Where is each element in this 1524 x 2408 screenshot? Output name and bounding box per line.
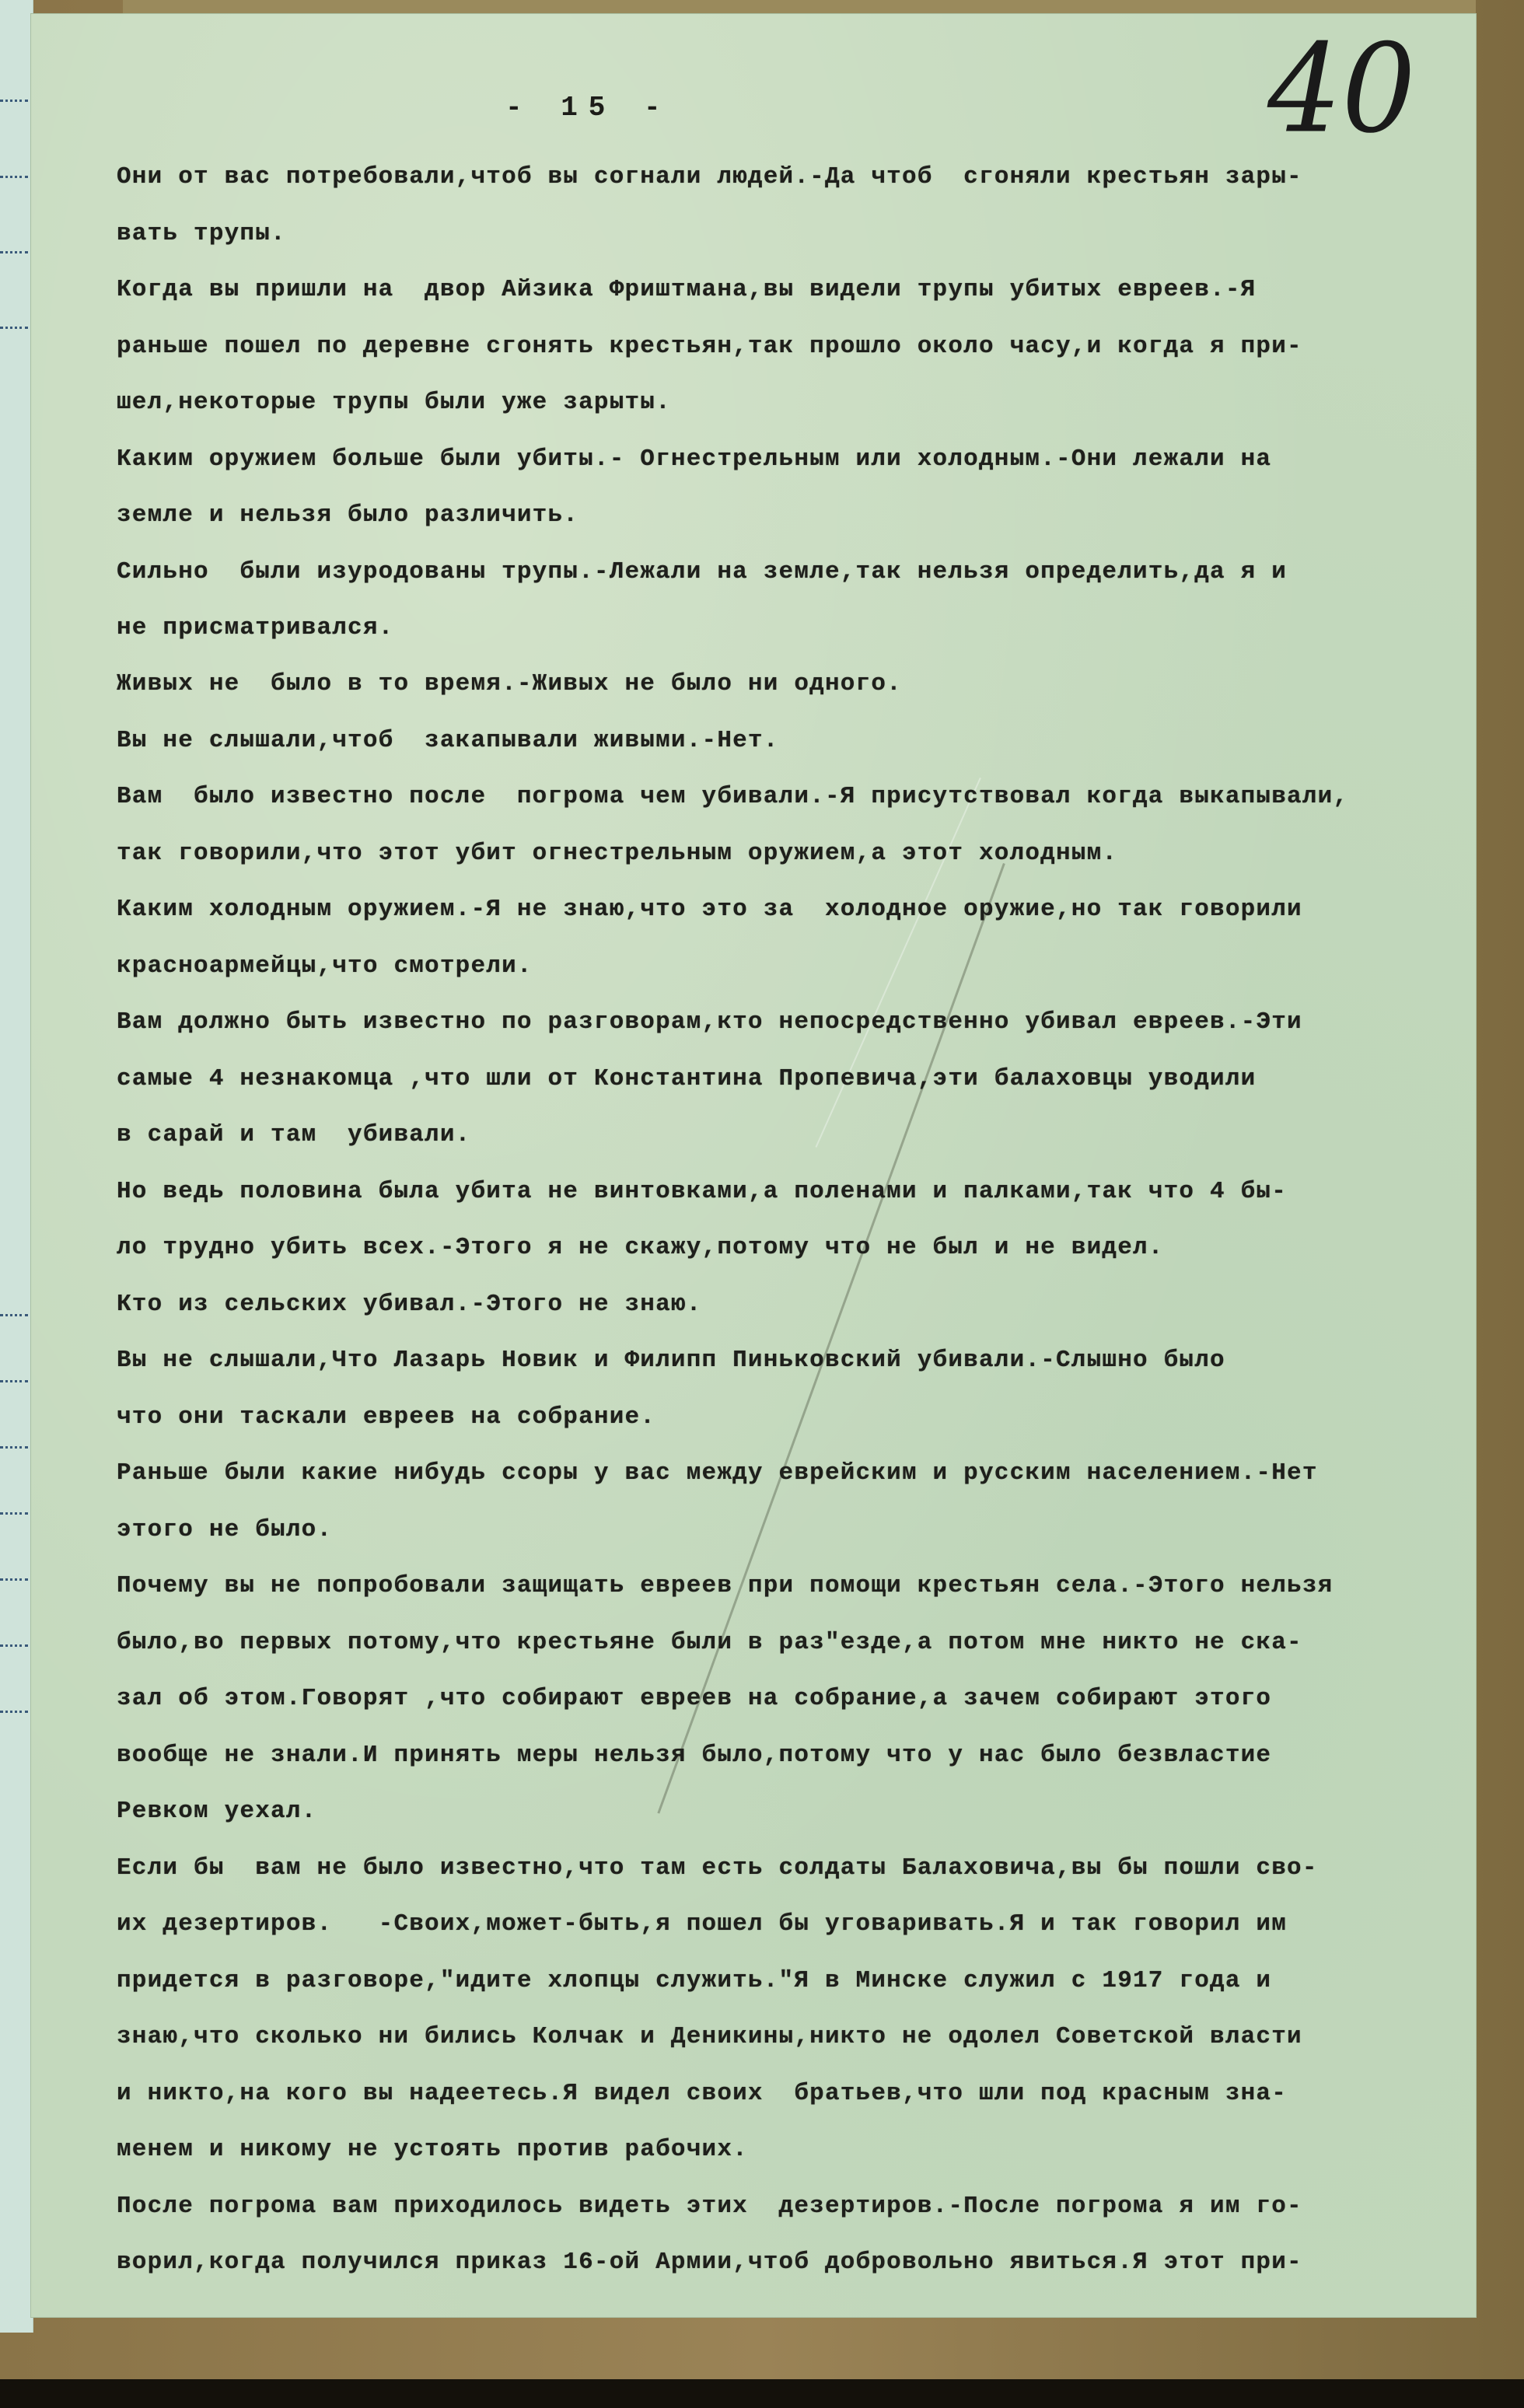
text-line: вообще не знали.И принять меры нельзя было,потому что у нас было безвластие: [117, 1742, 1272, 1769]
text-line: и никто,на кого вы надеетесь.Я видел своих братьев,что шли под красным зна-: [117, 2080, 1288, 2107]
text-line: Каким холодным оружием.-Я не знаю,что это за холодное оружие,но так говорили: [117, 896, 1302, 923]
text-line: Но ведь половина была убита не винтовками,а поленами и палками,так что 4 бы-: [117, 1178, 1288, 1205]
ruled-line: [0, 1380, 28, 1382]
text-line: Вы не слышали,чтоб закапывали живыми.-Нет.: [117, 727, 779, 754]
ruled-line: [0, 100, 28, 102]
ruled-line: [0, 251, 28, 253]
text-line: После погрома вам приходилось видеть этих дезертиров.-После погрома я им го-: [117, 2193, 1302, 2220]
adjacent-lined-sheet: [0, 0, 33, 2333]
ruled-line: [0, 1578, 28, 1581]
text-line: придется в разговоре,"идите хлопцы служить."Я в Минске служил с 1917 года и: [117, 1967, 1272, 1994]
text-line: Вам было известно после погрома чем убивали.-Я присутствовал когда выкапывали,: [117, 783, 1349, 810]
ruled-line: [0, 327, 28, 329]
ruled-line: [0, 176, 28, 178]
text-line: ло трудно убить всех.-Этого я не скажу,потому что не был и не видел.: [117, 1234, 1164, 1261]
text-line: раньше пошел по деревне сгонять крестьян,так прошло около часу,и когда я при-: [117, 333, 1302, 360]
ruled-line: [0, 1711, 28, 1713]
top-cover-edge: [123, 0, 1476, 14]
ruled-line: [0, 1512, 28, 1515]
scan-bottom-shadow: [0, 2379, 1524, 2408]
text-line: красноармейцы,что смотрели.: [117, 952, 533, 980]
text-line: было,во первых потому,что крестьяне были в раз"езде,а потом мне никто не ска-: [117, 1629, 1302, 1656]
ruled-line: [0, 1644, 28, 1647]
text-line: что они таскали евреев на собрание.: [117, 1403, 656, 1431]
text-line: в сарай и там убивали.: [117, 1121, 471, 1148]
text-line: шел,некоторые трупы были уже зарыты.: [117, 389, 671, 416]
text-line: зал об этом.Говорят ,что собирают евреев на собрание,а зачем собирают этого: [117, 1685, 1272, 1712]
text-line: Вы не слышали,Что Лазарь Новик и Филипп Пиньковский убивали.-Слышно было: [117, 1347, 1225, 1374]
text-line: Раньше были какие нибудь ссоры у вас между еврейским и русским населением.-Нет: [117, 1459, 1318, 1487]
text-line: Ревком уехал.: [117, 1798, 317, 1825]
ruled-line: [0, 1314, 28, 1316]
text-line: Почему вы не попробовали защищать евреев при помощи крестьян села.-Этого нельзя: [117, 1572, 1334, 1599]
page-number: - 15 -: [505, 92, 672, 124]
text-line: ворил,когда получился приказ 16-ой Армии,чтоб добровольно явиться.Я этот при-: [117, 2249, 1302, 2276]
text-line: Они от вас потребовали,чтоб вы согнали людей.-Да чтоб сгоняли крестьян зары-: [117, 163, 1302, 190]
text-line: Кто из сельских убивал.-Этого не знаю.: [117, 1291, 702, 1318]
text-line: Каким оружием больше были убиты.- Огнестрельным или холодным.-Они лежали на: [117, 446, 1272, 473]
text-line: Когда вы пришли на двор Айзика Фриштмана,вы видели трупы убитых евреев.-Я: [117, 276, 1257, 303]
text-line: их дезертиров. -Своих,может-быть,я пошел бы уговаривать.Я и так говорил им: [117, 1910, 1288, 1938]
text-line: самые 4 незнакомца ,что шли от Константина Пропевича,эти балаховцы уводили: [117, 1065, 1257, 1092]
text-line: Сильно были изуродованы трупы.-Лежали на земле,так нельзя определить,да я и: [117, 558, 1288, 585]
ruled-line: [0, 1446, 28, 1449]
text-line: вать трупы.: [117, 220, 286, 247]
text-line: менем и никому не устоять против рабочих.: [117, 2136, 748, 2163]
text-line: знаю,что сколько ни бились Колчак и Деникины,никто не одолел Советской власти: [117, 2023, 1302, 2050]
text-line: так говорили,что этот убит огнестрельным оружием,а этот холодным.: [117, 840, 1118, 867]
text-line: Живых не было в то время.-Живых не было ни одного.: [117, 670, 902, 697]
text-line: Вам должно быть известно по разговорам,кто непосредственно убивал евреев.-Эти: [117, 1008, 1302, 1036]
text-line: Если бы вам не было известно,что там есть солдаты Балаховича,вы бы пошли сво-: [117, 1854, 1318, 1882]
handwritten-folio-number: 40: [1267, 18, 1416, 161]
text-line: земле и нельзя было различить.: [117, 502, 579, 529]
text-line: не присматривался.: [117, 614, 394, 641]
text-line: этого не было.: [117, 1516, 333, 1543]
